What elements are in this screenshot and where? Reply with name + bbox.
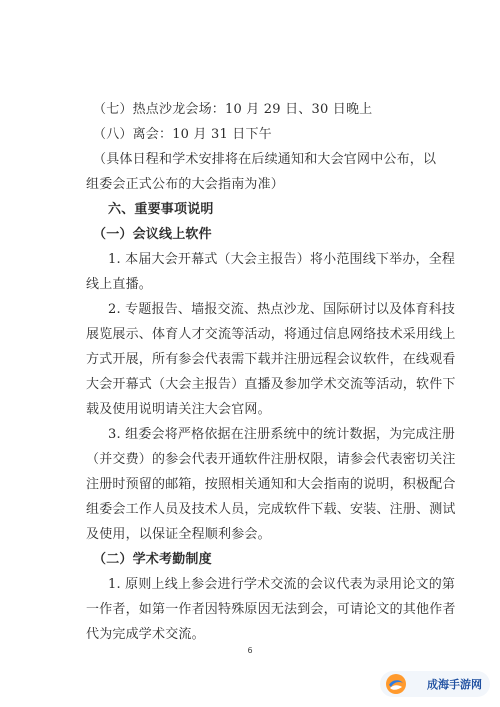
text-line: 方式开展，所有参会代表需下载并注册远程会议软件，在线观看 <box>86 352 456 367</box>
text-line: 3. 组委会将严格依据在注册系统中的统计数据，为完成注册 <box>108 427 456 442</box>
text-line: 组委会正式公布的大会指南为准） <box>86 177 285 192</box>
section-heading: 六、重要事项说明 <box>108 202 214 217</box>
text-line: （七）热点沙龙会场：10 月 29 日、30 日晚上 <box>93 102 373 117</box>
subsection-heading: （二）学术考勤制度 <box>93 552 212 567</box>
watermark-logo-icon <box>384 672 408 696</box>
text-line: 2. 专题报告、墙报交流、热点沙龙、国际研讨以及体育科技 <box>108 302 456 317</box>
text-line: 注册时预留的邮箱，按照相关通知和大会指南的说明，积极配合 <box>86 477 456 492</box>
site-watermark <box>380 671 490 697</box>
text-line: 代为完成学术交流。 <box>86 627 205 642</box>
text-line: （并交费）的参会代表开通软件注册权限，请参会代表密切关注 <box>86 452 456 467</box>
subsection-heading: （一）会议线上软件 <box>93 227 212 242</box>
text-line: 及使用，以保证全程顺利参会。 <box>86 527 271 542</box>
text-line: 一作者，如第一作者因特殊原因无法到会，可请论文的其他作者 <box>86 602 456 617</box>
text-line: 1. 本届大会开幕式（大会主报告）将小范围线下举办，全程 <box>108 252 456 267</box>
text-line: 载及使用说明请关注大会官网。 <box>86 402 271 417</box>
text-line: 大会开幕式（大会主报告）直播及参加学术交流等活动，软件下 <box>86 377 456 392</box>
page-number: 6 <box>247 646 253 655</box>
text-line: 1. 原则上线上参会进行学术交流的会议代表为录用论文的第 <box>108 577 456 592</box>
text-line: （具体日程和学术安排将在后续通知和大会官网中公布，以 <box>93 152 437 167</box>
text-line: 线上直播。 <box>86 277 153 292</box>
watermark-text: 成海手游网 <box>427 678 482 691</box>
text-line: （八）离会：10 月 31 日下午 <box>93 127 272 142</box>
text-line: 展览展示、体育人才交流等活动，将通过信息网络技术采用线上 <box>86 327 456 342</box>
text-line: 组委会工作人员及技术人员，完成软件下载、安装、注册、测试 <box>86 502 456 517</box>
